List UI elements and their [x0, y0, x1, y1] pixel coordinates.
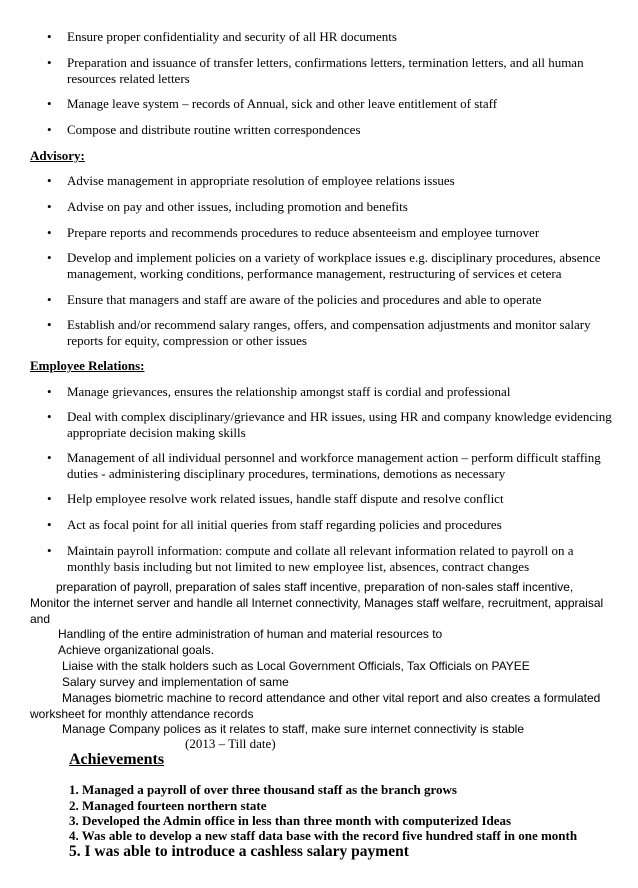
bullet-icon: • — [47, 517, 52, 532]
bullet-icon: • — [47, 409, 52, 424]
list-item-text: Maintain payroll information: compute and collate all relevant information related to payroll on a monthly basis including but not limited to new employee list, absences, contract changes — [67, 543, 574, 574]
list-item-text: Help employee resolve work related issues, handle staff dispute and resolve conflict — [67, 491, 504, 506]
list-item-text: Advise management in appropriate resolution of employee relations issues — [67, 173, 455, 188]
list-item-text: Preparation and issuance of transfer letters, confirmations letters, termination letters, and all human resources related letters — [67, 55, 584, 86]
bullet-icon: • — [47, 55, 52, 70]
text-line: Manage Company polices as it relates to staff, make sure internet connectivity is stable — [62, 722, 525, 736]
text-line: worksheet for monthly attendance records — [30, 707, 254, 721]
list-item-text: Develop and implement policies on a variety of workplace issues e.g. disciplinary procedures, absence management, working conditions, performance management, restructuring of services et cetera — [67, 250, 601, 281]
bullet-icon: • — [47, 250, 52, 265]
text-line: Salary survey and implementation of same — [62, 675, 289, 689]
bullet-icon: • — [47, 292, 52, 307]
bullet-icon: • — [47, 199, 52, 214]
achievement-item: 3. Developed the Admin office in less than three month with computerized Ideas — [69, 813, 512, 828]
date-range: (2013 – Till date) — [185, 736, 276, 751]
text-line: Liaise with the stalk holders such as Local Government Officials, Tax Officials on PAYEE — [62, 659, 530, 673]
bullet-icon: • — [47, 384, 52, 399]
text-line: preparation of payroll, preparation of sales staff incentive, preparation of non-sales staff incentive, — [56, 580, 574, 594]
bullet-icon: • — [47, 317, 52, 332]
achievements-heading: Achievements — [69, 751, 165, 768]
text-line: Manages biometric machine to record attendance and other vital report and also creates a formulated — [62, 691, 601, 705]
list-item-text: Establish and/or recommend salary ranges, offers, and compensation adjustments and monitor salary reports for equity, compression or other issues — [67, 317, 591, 348]
bullet-icon: • — [47, 29, 52, 44]
list-item-text: Prepare reports and recommends procedures to reduce absenteeism and employee turnover — [67, 225, 540, 240]
list-item-text: Management of all individual personnel and workforce management action – perform difficult staffing duties - administering disciplinary procedures, terminations, demotions as necessary — [67, 450, 601, 481]
text-line: and — [30, 612, 51, 626]
list-item-text: Deal with complex disciplinary/grievance and HR issues, using HR and company knowledge evidencing appropriate decision making skills — [67, 409, 612, 440]
text-line: Monitor the internet server and handle all Internet connectivity, Manages staff welfare, recruitment, appraisal — [30, 596, 604, 610]
list-item-text: Advise on pay and other issues, including promotion and benefits — [67, 199, 408, 214]
achievement-item: 5. I was able to introduce a cashless salary payment — [69, 843, 409, 860]
bullet-icon: • — [47, 491, 52, 506]
bullet-icon: • — [47, 96, 52, 111]
section-heading-employee-relations: Employee Relations: — [30, 358, 145, 373]
achievement-item: 4. Was able to develop a new staff data base with the record five hundred staff in one month — [69, 828, 578, 843]
achievement-item: 2. Managed fourteen northern state — [69, 798, 267, 813]
list-item-text: Ensure that managers and staff are aware of the policies and procedures and able to operate — [67, 292, 542, 307]
list-item-text: Ensure proper confidentiality and security of all HR documents — [67, 29, 397, 44]
section-heading-advisory: Advisory: — [30, 148, 85, 163]
bullet-icon: • — [47, 450, 52, 465]
list-item-text: Manage grievances, ensures the relationship amongst staff is cordial and professional — [67, 384, 511, 399]
text-line: Handling of the entire administration of human and material resources to — [58, 627, 443, 641]
list-item-text: Manage leave system – records of Annual, sick and other leave entitlement of staff — [67, 96, 498, 111]
list-item-text: Act as focal point for all initial queries from staff regarding policies and procedures — [67, 517, 502, 532]
text-line: Achieve organizational goals. — [58, 643, 215, 657]
achievement-item: 1. Managed a payroll of over three thousand staff as the branch grows — [69, 782, 457, 797]
bullet-icon: • — [47, 543, 52, 558]
bullet-icon: • — [47, 225, 52, 240]
bullet-icon: • — [47, 173, 52, 188]
bullet-icon: • — [47, 122, 52, 137]
list-item-text: Compose and distribute routine written correspondences — [67, 122, 361, 137]
